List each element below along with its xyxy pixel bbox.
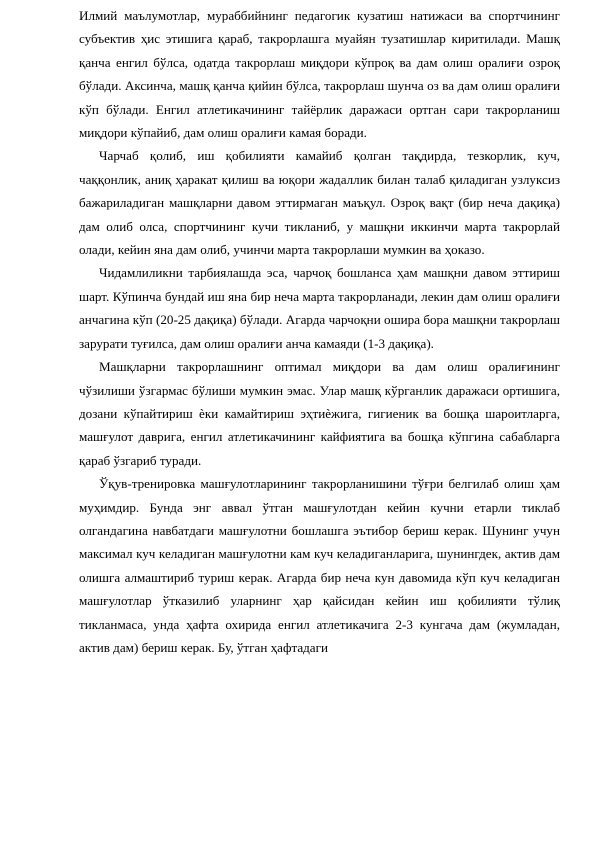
paragraph-5: Ўқув-тренировка машғулотларининг такрорланишини тўғри белгилаб олиш ҳам муҳимдир. Бунда энг аввал ўтган машғулотдан кейин кучни етарли тиклаб олгандагина навбатдаги машғулотни бошлашга эътибор бериш керак. Шунинг учун максимал куч келадиган машғулотни кам куч келадиганларига, шунингдек, актив дам олишга алмаштириб туриш керак. Агарда бир неча кун давомида кўп куч келадиган машғулотлар ўтказилиб уларнинг ҳар қайсидан кейин иш қобилияти тўлиқ тикланмаса, унда ҳафта охирида енгил атлетикачига 2-3 кунгача дам (жумладан, актив дам) бериш керак. Бу, ўтган ҳафтадаги bbox=[79, 476, 560, 655]
paragraph-3: Чидамлиликни тарбиялашда эса, чарчоқ бошланса ҳам машқни давом эттириш шарт. Кўпинча бундай иш яна бир неча марта такрорланади, лекин дам олиш оралиғи анчагина кўп (20-25 дақиқа) бўлади. Агарда чарчоқни ошира бора машқни такрорлаш зарурати туғилса, дам олиш оралиғи анча камаяди (1-3 дақиқа). bbox=[79, 265, 560, 351]
paragraph-4: Машқларни такрорлашнинг оптимал миқдори ва дам олиш оралиғининг чўзилиши ўзгармас бўлиши мумкин эмас. Улар машқ кўрганлик даражаси ортишига, дозани кўпайтириш ѐки камайтириш эҳтиѐжига, гигиеник ва бошқа шароитларга, машғулот даврига, енгил атлетикачининг кайфиятига ва бошқа кўпгина сабабларга қараб ўзгариб туради. bbox=[79, 359, 560, 468]
paragraph-2: Чарчаб қолиб, иш қобилияти камайиб қолган тақдирда, тезкорлик, куч, чаққонлик, аниқ ҳаракат қилиш ва юқори жадаллик билан талаб қиладиган узлуксиз бажариладиган машқларни давом эттирмаган маъқул. Озроқ вақт (бир неча дақиқа) дам олиб олса, спортчининг кучи тикланиб, у машқни иккинчи марта такрорлай олади, кейин яна дам олиб, учинчи марта такрорлаши мумкин ва ҳоказо. bbox=[79, 148, 560, 258]
document-body bbox=[79, 4, 560, 659]
paragraph-1: Илмий маълумотлар, мураббийнинг педагогик кузатиш натижаси ва спортчининг субъектив ҳис этишига қараб, такрорлашга муайян тузатишлар киритилади. Машқ қанча енгил бўлса, одатда такрорлаш миқдори кўпроқ ва дам олиш оралиғи озроқ бўлади. Аксинча, машқ қанча қийин бўлса, такрорлаш шунча оз ва дам олиш оралиғи кўп бўлади. Енгил атлетикачининг тайёрлик даражаси ортган сари такрорланиш миқдори кўпайиб, дам олиш оралиғи камая боради. bbox=[79, 8, 560, 141]
